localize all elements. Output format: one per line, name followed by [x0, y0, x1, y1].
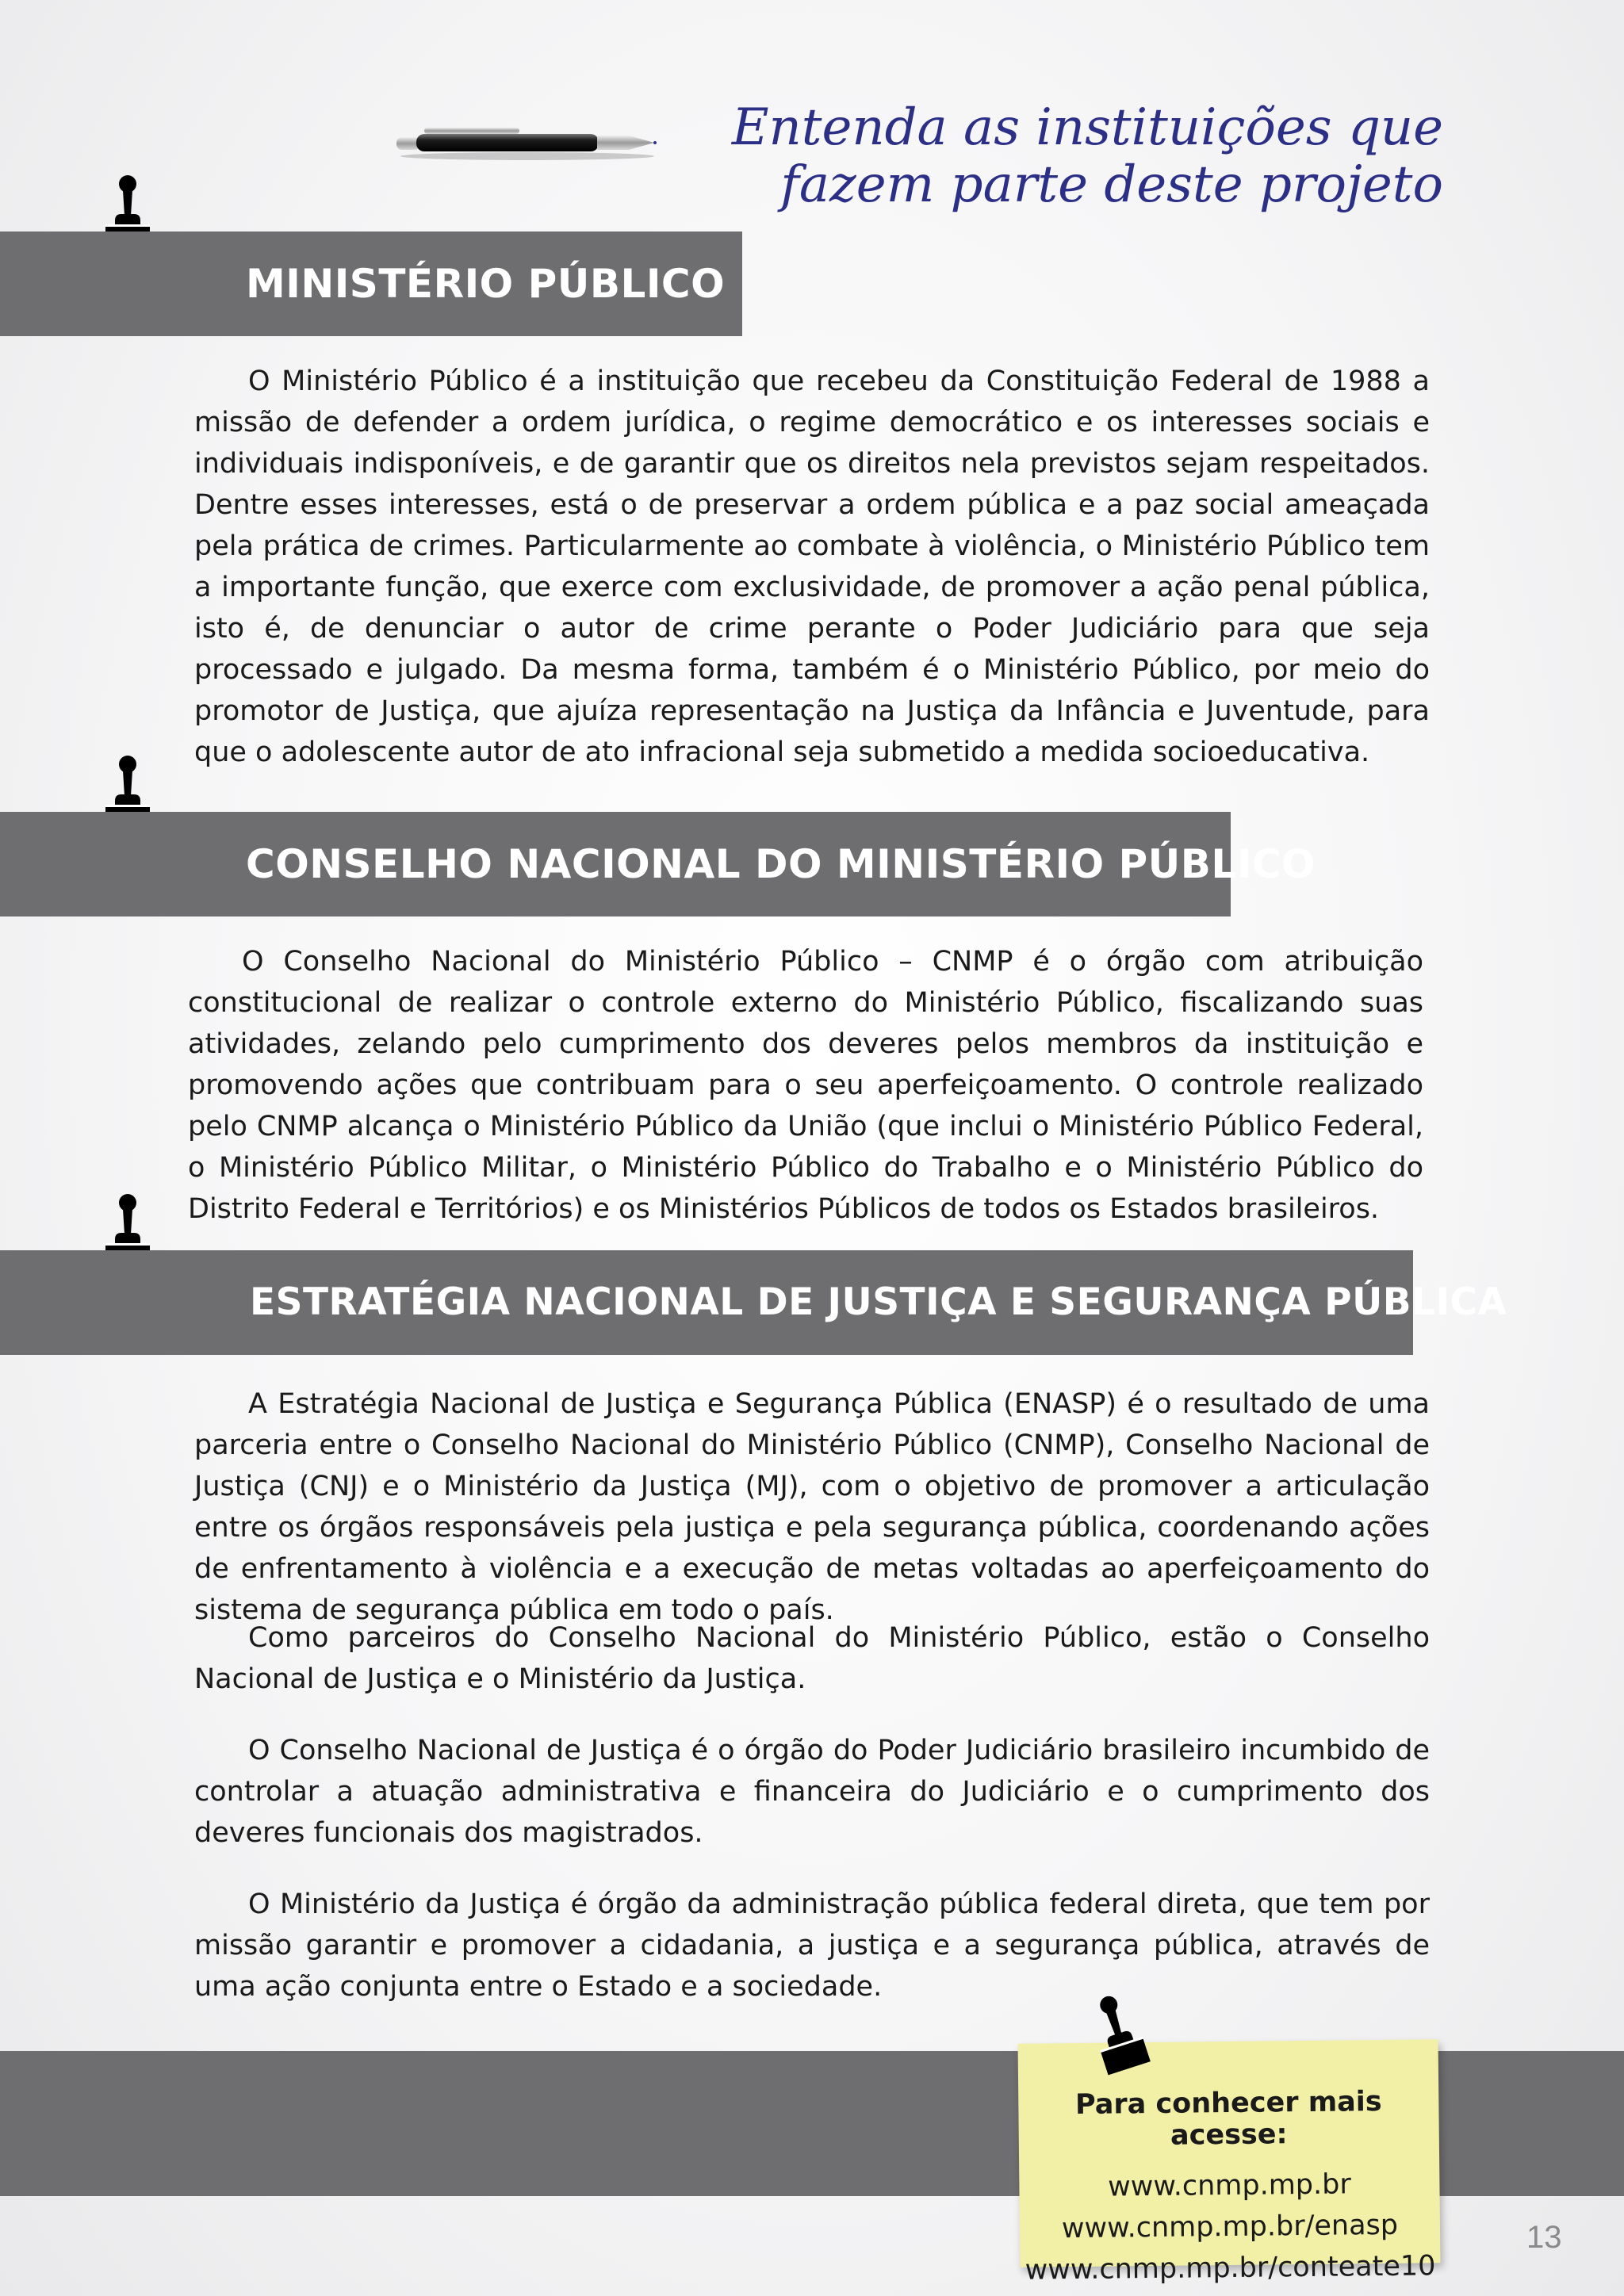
paragraph: O Conselho Nacional do Ministério Público – CNMP é o órgão com atribuição constitucional de realizar o controle externo do Ministério Público, fiscalizando suas atividades, zelando pelo cumprimento dos deveres pelos membros da instituição e promovendo ações que contribuam para o seu aperfeiçoamento. O controle realizado pelo CNMP alcança o Ministério Público da União (que inclui o Ministério Público Federal, o Ministério Público Militar, o Ministério Público do Trabalho e o Ministério Público do Distrito Federal e Territórios) e os Ministérios Públicos de todos os Estados brasileiros. [188, 946, 1423, 1225]
section-heading-ministerio-publico [0, 232, 742, 336]
note-links [1019, 2163, 1441, 2291]
page-title-line1: Entenda as instituições que [731, 98, 1443, 157]
paragraph: O Conselho Nacional de Justiça é o órgão do Poder Judiciário brasileiro incumbido de controlar a atuação administrativa e financeira do Judiciário e o cumprimento dos deveres funcionais dos magistrados. [194, 1735, 1430, 1849]
section-heading-label: CONSELHO NACIONAL DO MINISTÉRIO PÚBLICO [246, 841, 1316, 887]
paragraph: O Ministério da Justiça é órgão da administração pública federal direta, que tem por missão garantir e promover a cidadania, a justiça e a segurança pública, através de uma ação conjunta entre o Estado e a sociedade. [194, 1888, 1430, 2003]
link-cnmp[interactable]: www.cnmp.mp.br [1107, 2168, 1351, 2203]
section-heading-cnmp [0, 812, 1316, 916]
section-heading-label: MINISTÉRIO PÚBLICO [246, 261, 726, 307]
page-title [555, 99, 1443, 213]
section-heading-enasp [0, 1250, 1507, 1355]
paragraph: O Ministério Público é a instituição que recebeu da Constituição Federal de 1988 a missão de defender a ordem jurídica, o regime democrático e os interesses sociais e individuais indisponíveis, e de garantir que os direitos nela previstos sejam respeitados. Dentre esses interesses, está o de preservar a ordem pública e a paz social ameaçada pela prática de crimes. Particularmente ao combate à violência, o Ministério Público tem a importante função, que exerce com exclusividade, de promover a ação penal pública, isto é, de denunciar o autor de crime perante o Poder Judiciário para que seja processado e julgado. Da mesma forma, também é o Ministério Público, por meio do promotor de Justiça, que ajuíza representação na Justiça da Infância e Juventude, para que o adolescente autor de ato infracional seja submetido a medida socioeducativa. [194, 365, 1430, 768]
info-note [1018, 2039, 1441, 2286]
page-number: 13 [1526, 2220, 1562, 2255]
link-enasp[interactable]: www.cnmp.mp.br/enasp [1061, 2209, 1399, 2245]
note-title: Para conhecer mais acesse: [1074, 2085, 1382, 2152]
link-conteate10[interactable]: www.cnmp.mp.br/conteate10 [1025, 2250, 1436, 2286]
page-title-line2: fazem parte deste projeto [780, 155, 1443, 214]
paragraph: Como parceiros do Conselho Nacional do Ministério Público, estão o Conselho Nacional de Justiça e o Ministério da Justiça. [194, 1622, 1430, 1695]
paragraph: A Estratégia Nacional de Justiça e Segurança Pública (ENASP) é o resultado de uma parceria entre o Conselho Nacional do Ministério Público (CNMP), Conselho Nacional de Justiça (CNJ) e o Ministério da Justiça (MJ), com o objetivo de promover a articulação entre os órgãos responsáveis pela justiça e pela segurança pública, coordenando ações de enfrentamento à violência e a execução de metas voltadas ao aperfeiçoamento do sistema de segurança pública em todo o país. [194, 1388, 1430, 1626]
section-heading-label: ESTRATÉGIA NACIONAL DE JUSTIÇA E SEGURANÇA PÚBLICA [250, 1280, 1507, 1324]
